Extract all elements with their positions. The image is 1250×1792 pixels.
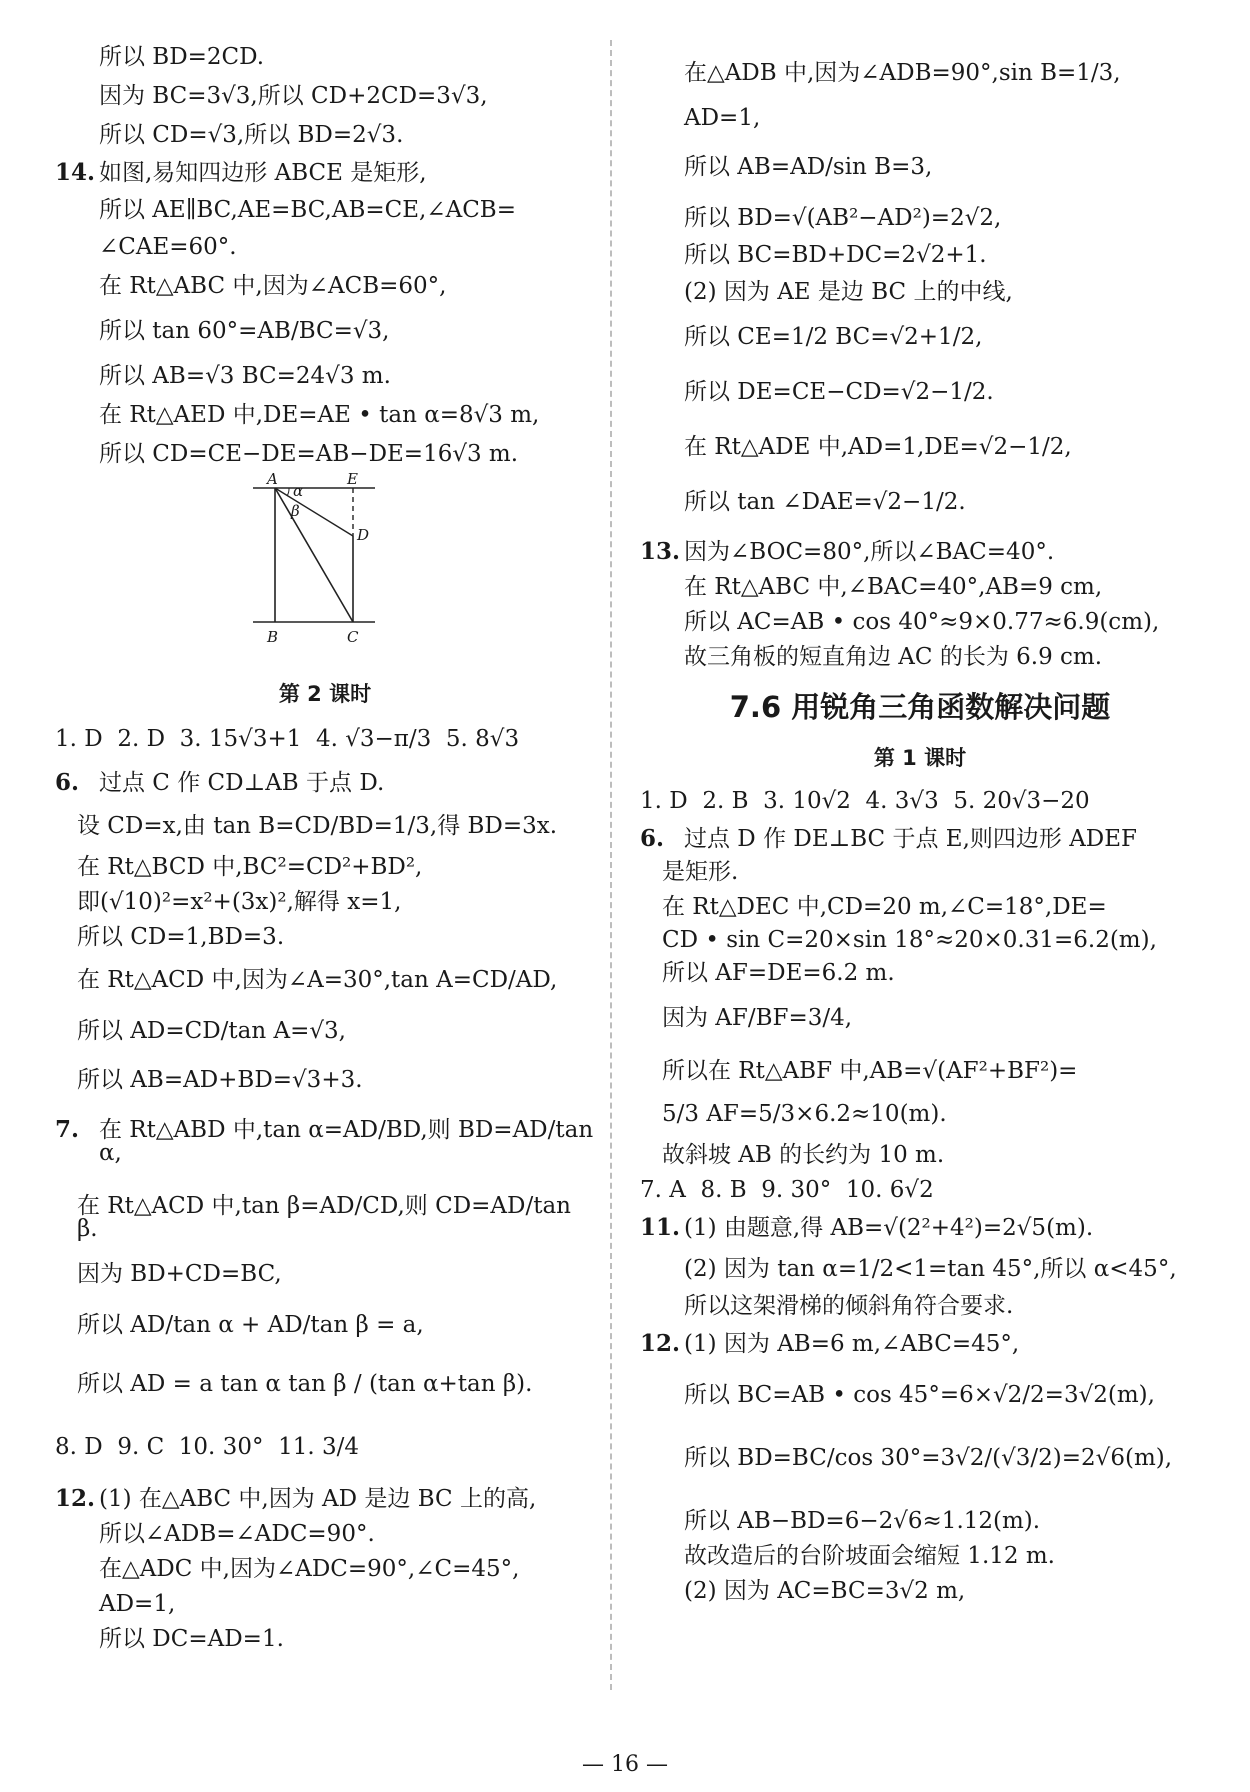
answer-line: 1. D 2. D 3. 15√3+1 4. √3−π/3 5. 8√3 xyxy=(55,726,520,752)
column-divider xyxy=(610,40,612,1690)
text-line: 因为 BC=3√3,所以 CD+2CD=3√3, xyxy=(99,83,488,109)
text-line: 故改造后的台阶坡面会缩短 1.12 m. xyxy=(684,1543,1055,1569)
problem-14 xyxy=(55,161,595,185)
text-line: (1) 因为 AB=6 m,∠ABC=45°, xyxy=(684,1331,1020,1357)
problem-number: 11. xyxy=(640,1214,681,1241)
text-line: 故斜坡 AB 的长约为 10 m. xyxy=(662,1142,945,1168)
answer-line: 7. A 8. B 9. 30° 10. 6√2 xyxy=(640,1177,934,1203)
text-line: 所以 AB=AD/sin B=3, xyxy=(684,154,933,180)
rectangle-figure xyxy=(245,476,405,676)
text-line: 在 Rt△ACD 中,因为∠A=30°,tan A=CD/AD, xyxy=(77,967,558,993)
problem-12 xyxy=(640,1332,1200,1356)
left-column xyxy=(55,40,601,1652)
text-line: 在 Rt△ABD 中,tan α=AD/BD,则 BD=AD/tan α, xyxy=(99,1117,601,1166)
text-line: 所以∠ADB=∠ADC=90°. xyxy=(99,1521,375,1547)
text-line: 所以 CD=1,BD=3. xyxy=(77,924,285,950)
angle-label: α xyxy=(293,482,304,500)
text-line: (2) 因为 AE 是边 BC 上的中线, xyxy=(684,279,1013,305)
text-line: AD=1, xyxy=(99,1591,176,1617)
text-line: ∠CAE=60°. xyxy=(99,234,237,260)
text-line: AD=1, xyxy=(684,105,761,131)
text-line: 所以 BD=√(AB²−AD²)=2√2, xyxy=(684,205,1002,231)
text-line: (2) 因为 AC=BC=3√2 m, xyxy=(684,1578,966,1604)
point-label: B xyxy=(267,628,279,646)
text-line: 所以 AF=DE=6.2 m. xyxy=(662,960,895,986)
text-line: 所以 AD/tan α + AD/tan β = a, xyxy=(77,1312,424,1338)
text-line: 所以 DC=AD=1. xyxy=(99,1626,284,1652)
text-line: 在 Rt△ADE 中,AD=1,DE=√2−1/2, xyxy=(684,434,1072,460)
problem-12 xyxy=(55,1487,595,1511)
angle-label: β xyxy=(291,502,300,520)
text-line: 在△ADB 中,因为∠ADB=90°,sin B=1/3, xyxy=(684,60,1121,86)
text-line: 在 Rt△DEC 中,CD=20 m,∠C=18°,DE= xyxy=(662,894,1107,920)
lesson-heading: 第 1 课时 xyxy=(873,746,967,770)
problem-7 xyxy=(55,1116,601,1166)
problem-number: 6. xyxy=(640,825,665,852)
point-label: D xyxy=(357,526,370,544)
lesson-heading: 第 2 课时 xyxy=(278,682,372,706)
text-line: 5/3 AF=5/3×6.2≈10(m). xyxy=(662,1101,947,1127)
page-number: — 16 — xyxy=(582,1752,668,1777)
text-line: 所以 CD=CE−DE=AB−DE=16√3 m. xyxy=(99,441,519,467)
answer-line: 1. D 2. B 3. 10√2 4. 3√3 5. 20√3−20 xyxy=(640,788,1090,814)
text-line: 所以 BC=AB • cos 45°=6×√2/2=3√2(m), xyxy=(684,1382,1155,1408)
text-line: 所以 AC=AB • cos 40°≈9×0.77≈6.9(cm), xyxy=(684,609,1160,635)
text-line: 所以 BD=2CD. xyxy=(99,44,265,70)
text-line: 所以 AB=AD+BD=√3+3. xyxy=(77,1067,363,1093)
text-line: 故三角板的短直角边 AC 的长为 6.9 cm. xyxy=(684,644,1103,670)
text-line: (1) 由题意,得 AB=√(2²+4²)=2√5(m). xyxy=(684,1215,1094,1241)
problem-number: 12. xyxy=(55,1485,96,1512)
text-line: 设 CD=x,由 tan B=CD/BD=1/3,得 BD=3x. xyxy=(77,813,558,839)
text-line: 因为 AF/BF=3/4, xyxy=(662,1005,853,1031)
section-title: 7.6 用锐角三角函数解决问题 xyxy=(729,690,1111,724)
text-line: 过点 C 作 CD⊥AB 于点 D. xyxy=(99,770,385,796)
text-line: 在 Rt△ABC 中,∠BAC=40°,AB=9 cm, xyxy=(684,574,1103,600)
text-line: (2) 因为 tan α=1/2<1=tan 45°,所以 α<45°, xyxy=(684,1256,1177,1282)
problem-11 xyxy=(640,1216,1200,1240)
text-line: 所以 BC=BD+DC=2√2+1. xyxy=(684,242,987,268)
text-line: 是矩形. xyxy=(662,859,739,885)
point-label: C xyxy=(347,628,359,646)
text-line: 所以 AD = a tan α tan β / (tan α+tan β). xyxy=(77,1371,533,1397)
text-line: 所以 tan ∠DAE=√2−1/2. xyxy=(684,489,966,515)
point-label: E xyxy=(347,470,358,488)
problem-number: 12. xyxy=(640,1330,681,1357)
geometry-figure xyxy=(245,470,405,676)
text-line: 在 Rt△BCD 中,BC²=CD²+BD², xyxy=(77,854,423,880)
right-column xyxy=(640,40,1200,1603)
text-line: 因为∠BOC=80°,所以∠BAC=40°. xyxy=(684,539,1055,565)
text-line: 如图,易知四边形 ABCE 是矩形, xyxy=(99,160,427,186)
problem-number: 6. xyxy=(55,769,80,796)
problem-number: 7. xyxy=(55,1116,80,1143)
text-line: 所以 AB=√3 BC=24√3 m. xyxy=(99,363,391,389)
text-line: 在 Rt△AED 中,DE=AE • tan α=8√3 m, xyxy=(99,402,540,428)
text-line: 所以 CD=√3,所以 BD=2√3. xyxy=(99,122,404,148)
problem-13 xyxy=(640,540,1200,564)
text-line: (1) 在△ABC 中,因为 AD 是边 BC 上的高, xyxy=(99,1486,537,1512)
text-line: 因为 BD+CD=BC, xyxy=(77,1261,282,1287)
text-line: 所以 tan 60°=AB/BC=√3, xyxy=(99,318,390,344)
answer-line: 8. D 9. C 10. 30° 11. 3/4 xyxy=(55,1434,359,1460)
text-line: 所以 AE∥BC,AE=BC,AB=CE,∠ACB= xyxy=(99,197,516,223)
problem-6 xyxy=(640,827,1200,851)
text-line: 所以 AB−BD=6−2√6≈1.12(m). xyxy=(684,1508,1041,1534)
text-line: 在△ADC 中,因为∠ADC=90°,∠C=45°, xyxy=(99,1556,520,1582)
text-line: 所以 AD=CD/tan A=√3, xyxy=(77,1018,346,1044)
text-line: 所以在 Rt△ABF 中,AB=√(AF²+BF²)= xyxy=(662,1058,1078,1084)
point-label: A xyxy=(267,470,278,488)
text-line: 所以这架滑梯的倾斜角符合要求. xyxy=(684,1293,1014,1319)
text-line: 即(√10)²=x²+(3x)²,解得 x=1, xyxy=(77,889,402,915)
problem-6 xyxy=(55,771,595,795)
text-line: 所以 CE=1/2 BC=√2+1/2, xyxy=(684,324,983,350)
text-line: 过点 D 作 DE⊥BC 于点 E,则四边形 ADEF xyxy=(684,826,1137,852)
text-line: 所以 DE=CE−CD=√2−1/2. xyxy=(684,379,994,405)
text-line: 所以 BD=BC/cos 30°=3√2/(√3/2)=2√6(m), xyxy=(684,1445,1173,1471)
problem-number: 13. xyxy=(640,538,681,565)
text-line: 在 Rt△ACD 中,tan β=AD/CD,则 CD=AD/tan β. xyxy=(77,1193,579,1242)
text-line: CD • sin C=20×sin 18°≈20×0.31=6.2(m), xyxy=(662,927,1157,953)
problem-number: 14. xyxy=(55,159,96,186)
text-line: 在 Rt△ABC 中,因为∠ACB=60°, xyxy=(99,273,447,299)
